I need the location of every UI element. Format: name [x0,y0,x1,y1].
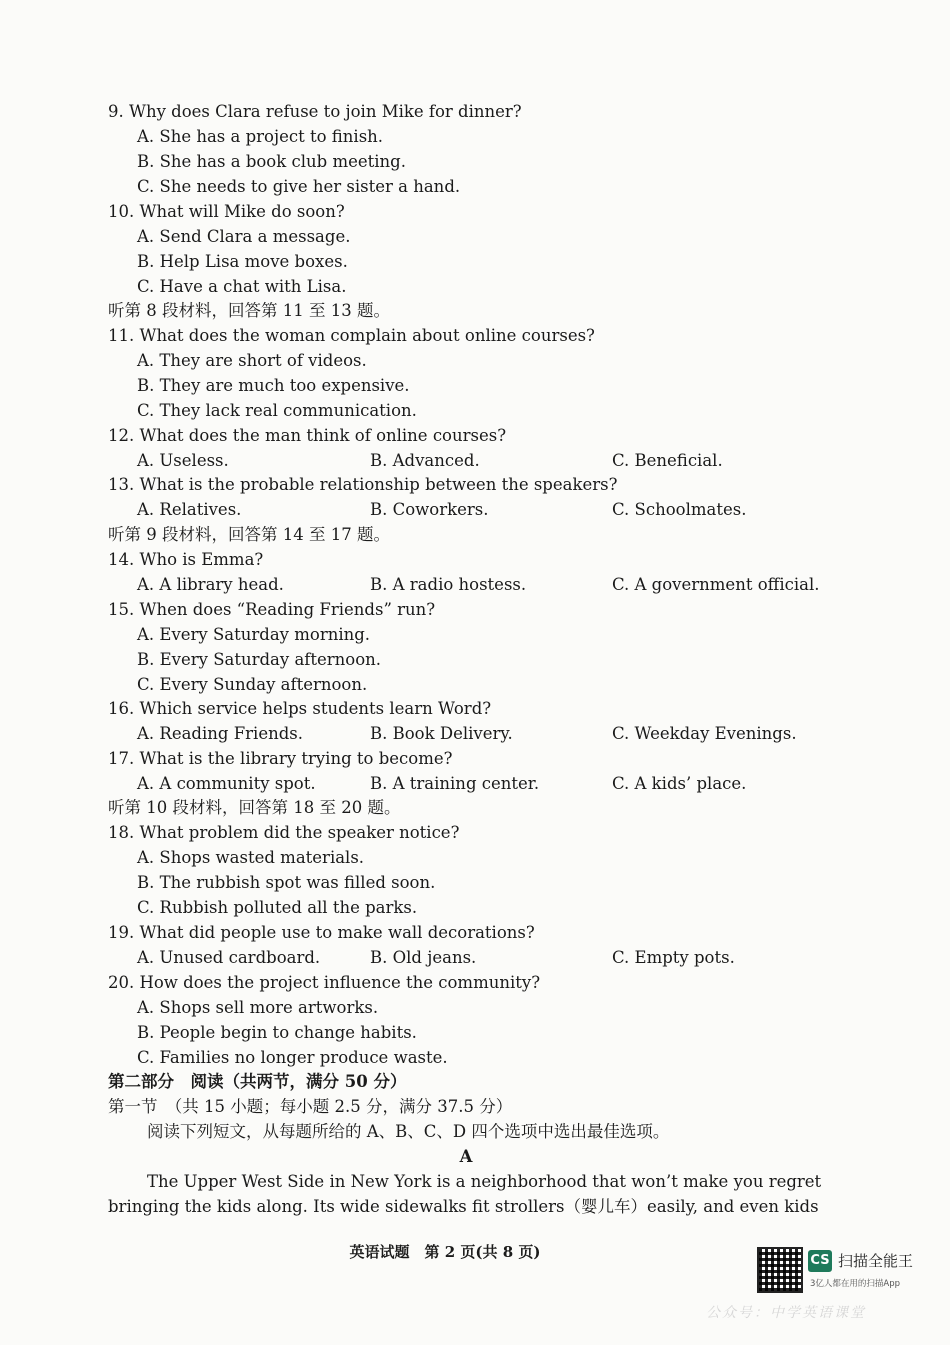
text-line: C. She needs to give her sister a hand. [137,177,461,196]
text-line: B. Advanced. [370,451,480,470]
text-line: C. Families no longer produce waste. [137,1048,448,1067]
text-line: C. Weekday Evenings. [612,724,797,743]
text-line: B. People begin to change habits. [137,1023,417,1042]
text-line: A. Unused cardboard. [137,948,321,967]
text-line: 14. Who is Emma? [108,550,264,569]
text-line: A. Reading Friends. [137,724,303,743]
page-footer: 英语试题 第 2 页(共 8 页) [349,1243,541,1261]
text-line: 听第 8 段材料，回答第 11 至 13 题。 [108,301,390,320]
text-line: 第一节 （共 15 小题；每小题 2.5 分，满分 37.5 分） [108,1097,513,1116]
text-line: A. Shops sell more artworks. [137,998,379,1017]
text-line: 18. What problem did the speaker notice? [108,823,460,842]
text-line: A. Useless. [137,451,229,470]
text-line: C. They lack real communication. [137,401,417,420]
text-line: 17. What is the library trying to become? [108,749,453,768]
text-line: A. She has a project to finish. [137,127,384,146]
text-line: The Upper West Side in New York is a neighborhood that won’t make you regret [147,1172,822,1191]
text-line: 10. What will Mike do soon? [108,202,345,221]
text-line: A. Every Saturday morning. [137,625,371,644]
text-line: 第二部分 阅读（共两节，满分 50 分） [108,1072,407,1091]
text-line: C. Beneficial. [612,451,723,470]
text-line: B. Coworkers. [370,500,489,519]
text-line: B. Every Saturday afternoon. [137,650,382,669]
text-line: B. The rubbish spot was filled soon. [137,873,436,892]
text-line: C. A kids’ place. [612,774,747,793]
text-line: B. She has a book club meeting. [137,152,406,171]
watermark: 公众号：中学英语课堂 [706,1305,866,1321]
text-line: B. Old jeans. [370,948,477,967]
text-line: C. Every Sunday afternoon. [137,675,368,694]
text-line: A. Send Clara a message. [137,227,351,246]
text-line: 20. How does the project influence the community? [108,973,541,992]
scanner-app-tagline: 3亿人都在用的扫描App [810,1279,901,1289]
camscanner-logo-icon: CS [808,1250,832,1272]
text-line: C. A government official. [612,575,820,594]
text-line: A. They are short of videos. [137,351,367,370]
text-line: B. A radio hostess. [370,575,527,594]
text-line: C. Have a chat with Lisa. [137,277,347,296]
text-line: 13. What is the probable relationship between the speakers? [108,475,618,494]
text-line: B. A training center. [370,774,540,793]
text-line: A. A community spot. [137,774,316,793]
text-line: 12. What does the man think of online courses? [108,426,507,445]
text-line: 16. Which service helps students learn Word? [108,699,492,718]
text-line: C. Schoolmates. [612,500,747,519]
text-line: A. A library head. [137,575,284,594]
text-line: A. Shops wasted materials. [137,848,365,867]
text-line: bringing the kids along. Its wide sidewalks fit strollers（婴儿车）easily, and even kids [108,1197,819,1216]
text-line: 9. Why does Clara refuse to join Mike for dinner? [108,102,522,121]
scanner-app-name: 扫描全能王 [838,1252,914,1270]
qr-code-icon [757,1247,803,1293]
text-line: 19. What did people use to make wall decorations? [108,923,535,942]
text-line: B. Book Delivery. [370,724,513,743]
text-line: A [459,1147,473,1166]
text-line: 11. What does the woman complain about online courses? [108,326,595,345]
text-line: B. Help Lisa move boxes. [137,252,348,271]
text-line: C. Empty pots. [612,948,735,967]
text-line: C. Rubbish polluted all the parks. [137,898,418,917]
text-line: B. They are much too expensive. [137,376,410,395]
text-line: 阅读下列短文，从每题所给的 A、B、C、D 四个选项中选出最佳选项。 [147,1122,670,1141]
text-line: 15. When does “Reading Friends” run? [108,600,436,619]
text-line: 听第 10 段材料，回答第 18 至 20 题。 [108,798,401,817]
text-line: 听第 9 段材料，回答第 14 至 17 题。 [108,525,390,544]
text-line: A. Relatives. [137,500,242,519]
